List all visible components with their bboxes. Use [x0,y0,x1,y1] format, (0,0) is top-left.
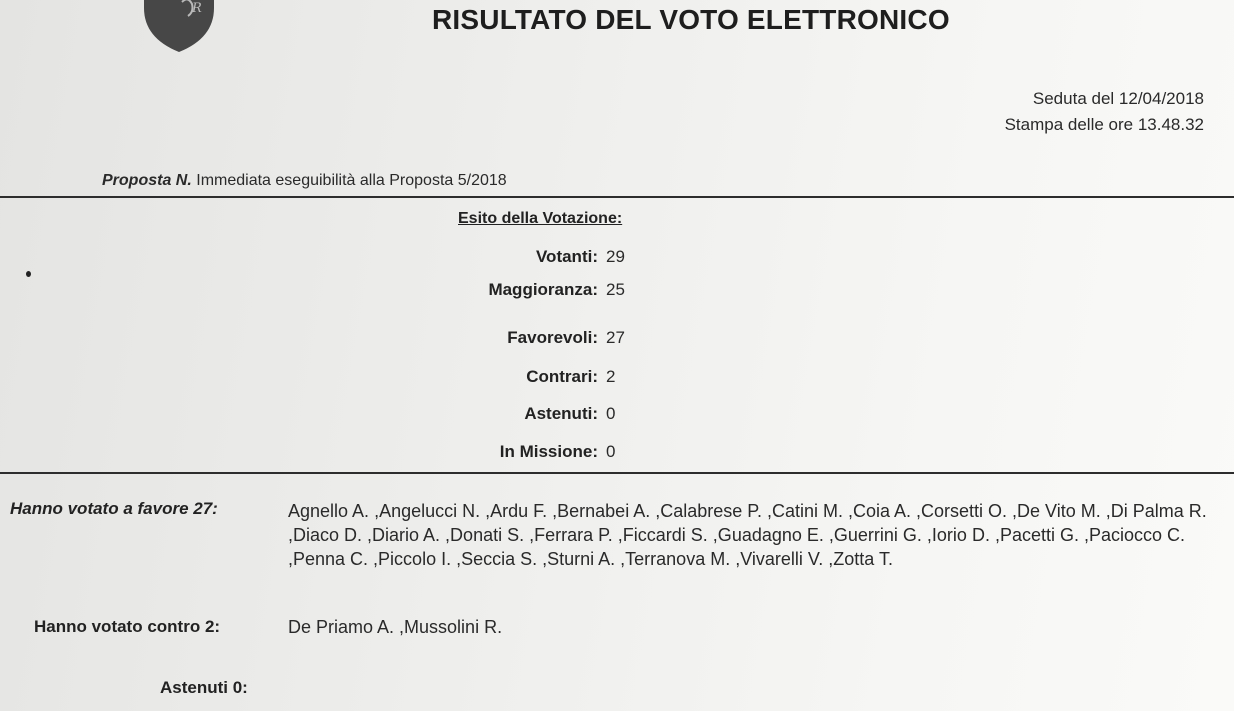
divider-top [0,196,1234,198]
abstain-label: Astenuti 0: [160,678,248,697]
proposal-line [102,172,507,190]
result-value: 0 [606,404,616,423]
proposal-text: Immediata eseguibilità alla Proposta 5/2018 [196,172,507,189]
result-row-favorevoli [380,328,710,348]
divider-bottom [0,472,1234,474]
result-heading: Esito della Votazione: [458,210,623,227]
shield-crest-icon [136,0,222,52]
result-row-maggioranza [380,280,710,300]
proposal-label: Proposta N. [102,172,192,189]
ink-speck [26,271,31,277]
result-label: Votanti: [535,247,598,266]
print-time: Stampa delle ore 13.48.32 [1004,115,1204,134]
result-row-contrari [380,367,710,387]
result-value: 29 [606,247,625,266]
session-info [1005,86,1204,138]
result-value: 25 [606,280,625,299]
result-label: Maggioranza: [488,280,598,299]
result-row-votanti [380,247,710,267]
result-row-astenuti [380,404,710,424]
against-label: Hanno votato contro 2: [34,617,221,636]
against-names: De Priamo A. ,Mussolini R. [288,617,503,637]
result-label: Astenuti: [524,404,598,423]
result-value: 0 [606,442,616,461]
result-label: Favorevoli: [507,328,598,347]
result-label: Contrari: [526,367,598,386]
result-value: 27 [606,328,625,347]
favor-names: Agnello A. ,Angelucci N. ,Ardu F. ,Bernabei A. ,Calabrese P. ,Catini M. ,Coia A. ,Corsetti O. ,De Vito M. ,Di Palma R. ,Diaco D. ,Diario A. ,Donati S. ,Ferrara P. ,Ficcardi S. ,Guadagno E. ,Guerrini G. ,Iorio D. ,Pacetti G. ,Paciocco C. ,Penna C. ,Piccolo I. ,Seccia S. ,Sturni A. ,Terranova M. ,Vivarelli V. ,Zotta T. [288,501,1207,569]
result-row-in-missione [380,442,710,462]
page-title: RISULTATO DEL VOTO ELETTRONICO [432,4,950,35]
svg-text:R: R [192,1,202,16]
result-value: 2 [606,367,616,386]
favor-label: Hanno votato a favore 27: [10,499,218,518]
result-label: In Missione: [499,442,598,461]
session-date: Seduta del 12/04/2018 [1032,89,1204,108]
